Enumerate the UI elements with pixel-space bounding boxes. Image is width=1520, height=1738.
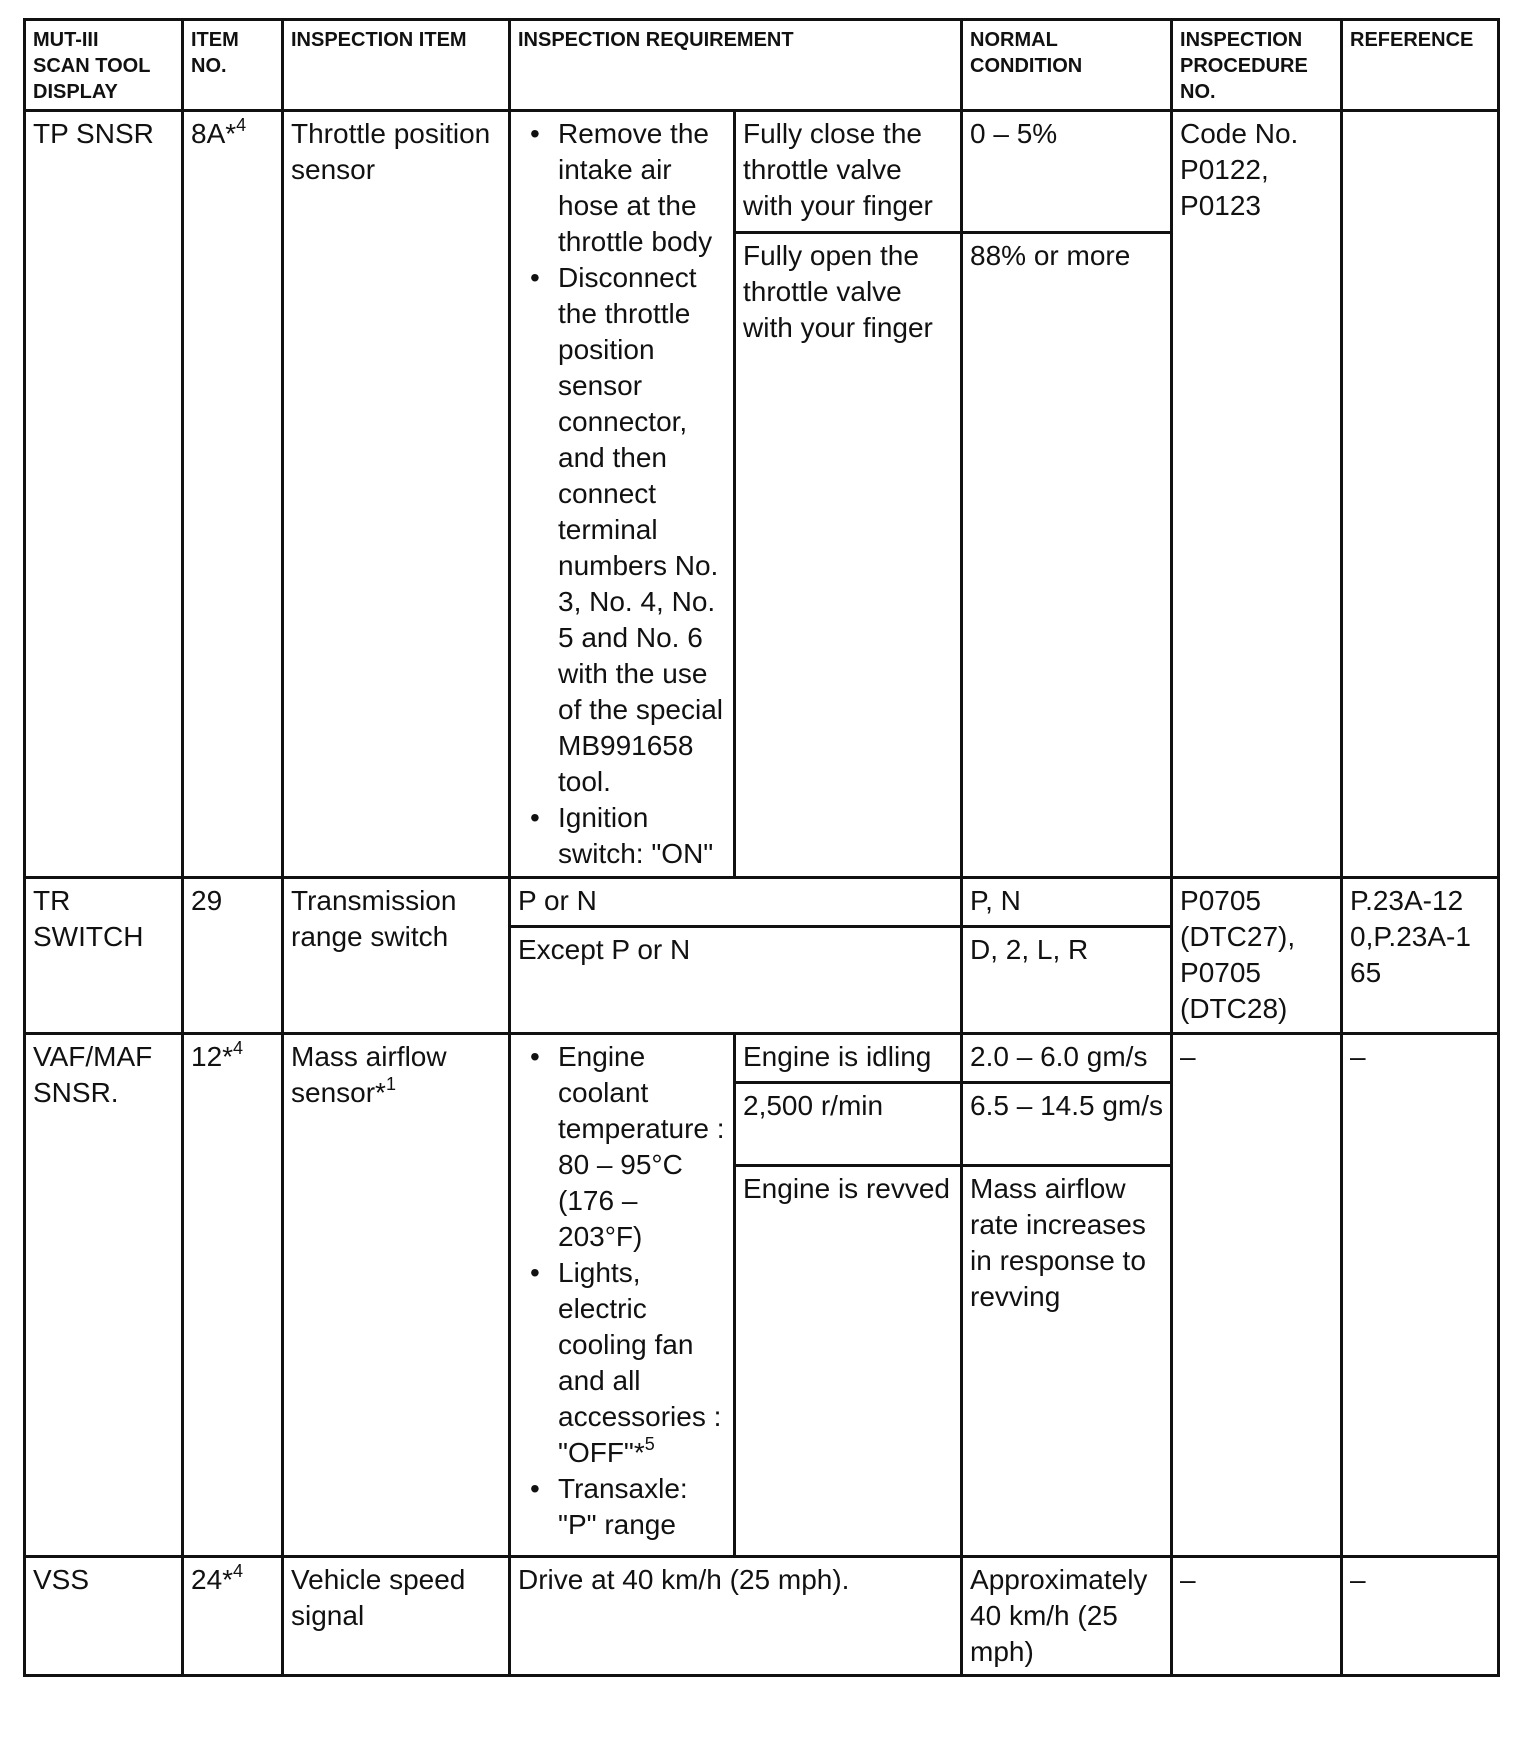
vss-normal: Approximately 40 km/h (25 mph) [962,1557,1172,1676]
tp-condition-1: Fully close the throttle valve with your finger [735,111,962,233]
header-inspection-item: INSPECTION ITEM [283,20,510,111]
maf-display: VAF/MAF SNSR. [25,1034,183,1557]
header-normal-condition: NORMAL CONDITION [962,20,1172,111]
tp-req-bullet: • Ignition switch: "ON" [518,800,726,872]
header-reference: REFERENCE [1342,20,1499,111]
header-inspection-requirement: INSPECTION REQUIREMENT [510,20,962,111]
maf-req-bullet: • Lights, electric cooling fan and all accessories : "OFF"*$^5$ [518,1255,726,1471]
vss-display: VSS [25,1557,183,1676]
tr-normal-1: P, N [962,878,1172,927]
maf-req-bullet: • Engine coolant temperature : 80 – 95°C (176 – 203°F) [518,1039,726,1255]
tr-condition-1: P or N [510,878,962,927]
tp-normal-1: 0 – 5% [962,111,1172,233]
maf-condition-2: 2,500 r/min [735,1083,962,1166]
tr-condition-2: Except P or N [510,927,962,1034]
tp-req-bullet: • Disconnect the throttle position sensor connector, and then connect terminal numbers No. 3, No. 4, No. 5 and No. 6 with the use of the special MB991658 tool. [518,260,726,800]
tp-item-no: 8A*$^4$ [183,111,283,878]
tp-item: Throttle position sensor [283,111,510,878]
maf-condition-1: Engine is idling [735,1034,962,1083]
maf-item: Mass airflow sensor*$^1$ [283,1034,510,1557]
maf-normal-2: 6.5 – 14.5 gm/s [962,1083,1172,1166]
tp-req-bullet: • Remove the intake air hose at the throttle body [518,116,726,260]
maf-req-bullet: • Transaxle: "P" range [518,1471,726,1543]
tr-display: TR SWITCH [25,878,183,1034]
tp-display: TP SNSR [25,111,183,878]
vss-reference: – [1342,1557,1499,1676]
tr-item: Transmission range switch [283,878,510,1034]
maf-procedure: – [1172,1034,1342,1557]
tr-procedure: P0705 (DTC27), P0705 (DTC28) [1172,878,1342,1034]
vss-item: Vehicle speed signal [283,1557,510,1676]
maf-requirement [510,1034,735,1557]
maf-item-no: 12*$^4$ [183,1034,283,1557]
header-row [25,20,1499,111]
tp-procedure: Code No. P0122, P0123 [1172,111,1342,878]
tr-normal-2: D, 2, L, R [962,927,1172,1034]
tr-item-no: 29 [183,878,283,1034]
vss-item-no: 24*$^4$ [183,1557,283,1676]
vss-requirement: Drive at 40 km/h (25 mph). [510,1557,962,1676]
maf-normal-3: Mass airflow rate increases in response to revving [962,1166,1172,1557]
tr-reference: P.23A-12 0,P.23A-1 65 [1342,878,1499,1034]
tp-condition-2: Fully open the throttle valve with your finger [735,232,962,877]
table-row-tr-switch [25,878,1499,927]
maf-condition-3: Engine is revved [735,1166,962,1557]
table-row-maf-snsr [25,1034,1499,1083]
maf-reference: – [1342,1034,1499,1557]
inspection-table [23,18,1500,1677]
header-procedure-no: INSPECTION PROCEDURE NO. [1172,20,1342,111]
vss-procedure: – [1172,1557,1342,1676]
tp-normal-2: 88% or more [962,232,1172,877]
header-item-no: ITEM NO. [183,20,283,111]
header-display: MUT-III SCAN TOOL DISPLAY [25,20,183,111]
maf-normal-1: 2.0 – 6.0 gm/s [962,1034,1172,1083]
tp-reference [1342,111,1499,878]
table-row-tp-snsr [25,111,1499,233]
tp-requirement [510,111,735,878]
table-row-vss [25,1557,1499,1676]
